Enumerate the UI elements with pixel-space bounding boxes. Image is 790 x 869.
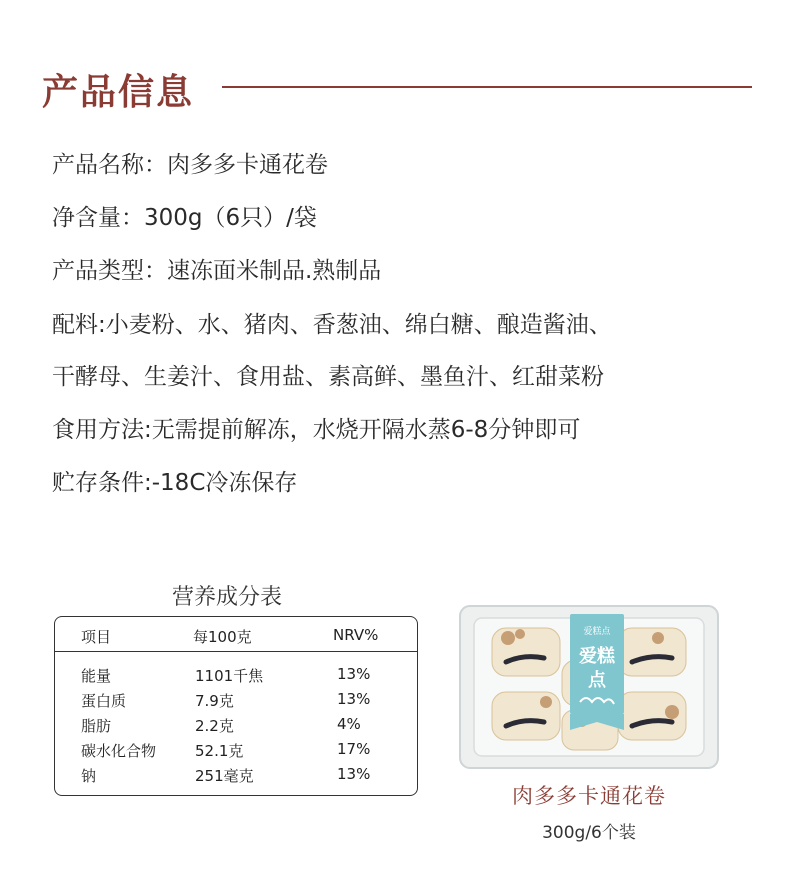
product-caption-spec: 300g/6个装 [542,823,636,843]
nutrition-row-protein-label: 蛋白质 [81,692,127,710]
nutrition-row-protein-value: 7.9克 [195,692,234,710]
nutrition-row-protein-nrv: 13% [337,690,371,708]
info-net-weight: 净含量：300g（6只）/袋 [52,205,317,231]
nutrition-header-divider [55,651,417,652]
nutrition-row-energy-nrv: 13% [337,665,371,683]
info-product-type: 产品类型：速冻面米制品.熟制品 [52,258,382,284]
nutrition-row-energy-value: 1101千焦 [195,667,264,685]
nutrition-row-carbs-nrv: 17% [337,740,371,758]
nutrition-row-energy-label: 能量 [81,667,112,685]
info-usage: 食用方法:无需提前解冻，水烧开隔水蒸6-8分钟即可 [52,417,581,443]
nutrition-header-per100g: 每100克 [193,628,252,646]
nutrition-header-nrv: NRV% [333,626,379,644]
svg-text:点: 点 [588,670,606,691]
nutrition-row-fat-label: 脂肪 [81,717,112,735]
info-ingredients-line2: 干酵母、生姜汁、食用盐、素高鲜、墨鱼汁、红甜菜粉 [52,364,604,390]
nutrition-table [54,616,418,796]
nutrition-row-fat-nrv: 4% [337,715,361,733]
nutrition-row-fat-value: 2.2克 [195,717,234,735]
product-caption-name: 肉多多卡通花卷 [512,784,666,808]
title-divider [222,86,752,88]
nutrition-row-sodium-value: 251毫克 [195,767,254,785]
nutrition-title: 营养成分表 [172,585,283,610]
section-title: 产品信息 [42,72,195,113]
nutrition-row-carbs-value: 52.1克 [195,742,244,760]
info-storage: 贮存条件:-18C冷冻保存 [52,470,298,496]
nutrition-row-sodium-label: 钠 [81,767,97,785]
svg-text:爱糕: 爱糕 [579,646,615,667]
nutrition-header-item: 项目 [81,628,112,646]
nutrition-row-carbs-label: 碳水化合物 [81,742,157,760]
info-product-name: 产品名称：肉多多卡通花卷 [52,152,328,178]
info-ingredients-line1: 配料:小麦粉、水、猪肉、香葱油、绵白糖、酿造酱油、 [52,312,612,338]
svg-text:爱糕点: 爱糕点 [583,627,611,637]
product-package-photo [458,604,720,770]
nutrition-row-sodium-nrv: 13% [337,765,371,783]
